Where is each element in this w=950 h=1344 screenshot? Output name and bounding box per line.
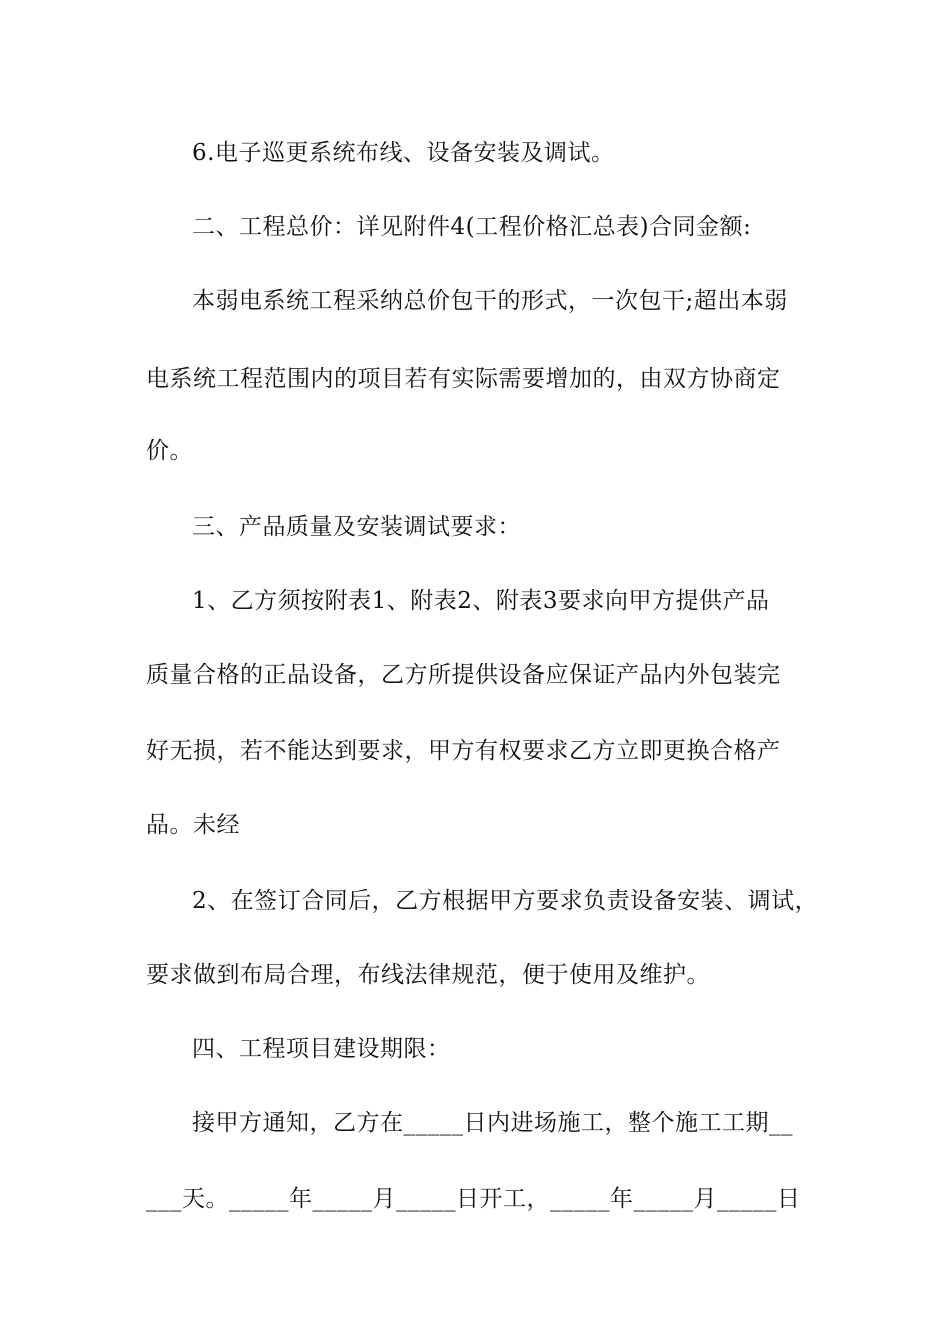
section-heading: 二、工程总价：详见附件4(工程价格汇总表)合同金额: <box>192 214 752 240</box>
paragraph-line: 品。未经 <box>146 812 240 838</box>
paragraph-line: 2、在签订合同后，乙方根据甲方要求负责设备安装、调试， <box>192 888 819 914</box>
paragraph-line: 6.电子巡更系统布线、设备安装及调试。 <box>192 140 615 166</box>
paragraph-line: 电系统工程范围内的项目若有实际需要增加的，由双方协商定 <box>146 366 781 392</box>
paragraph-line: 质量合格的正品设备，乙方所提供设备应保证产品内外包装完 <box>146 662 781 688</box>
paragraph-line: 接甲方通知，乙方在_____日内进场施工，整个施工工期__ <box>192 1110 793 1136</box>
section-heading: 四、工程项目建设期限： <box>192 1036 451 1062</box>
section-heading: 三、产品质量及安装调试要求： <box>192 514 521 540</box>
paragraph-line: 好无损，若不能达到要求，甲方有权要求乙方立即更换合格产 <box>146 738 781 764</box>
paragraph-line: 1、乙方须按附表1、附表2、附表3要求向甲方提供产品 <box>192 588 770 614</box>
paragraph-line: 要求做到布局合理，布线法律规范，便于使用及维护。 <box>146 962 710 988</box>
paragraph-line: 价。 <box>146 438 193 464</box>
paragraph-line: 本弱电系统工程采纳总价包干的形式，一次包干;超出本弱 <box>192 288 788 314</box>
paragraph-line: ___天。_____年_____月_____日开工，_____年_____月_____日 <box>146 1186 801 1212</box>
